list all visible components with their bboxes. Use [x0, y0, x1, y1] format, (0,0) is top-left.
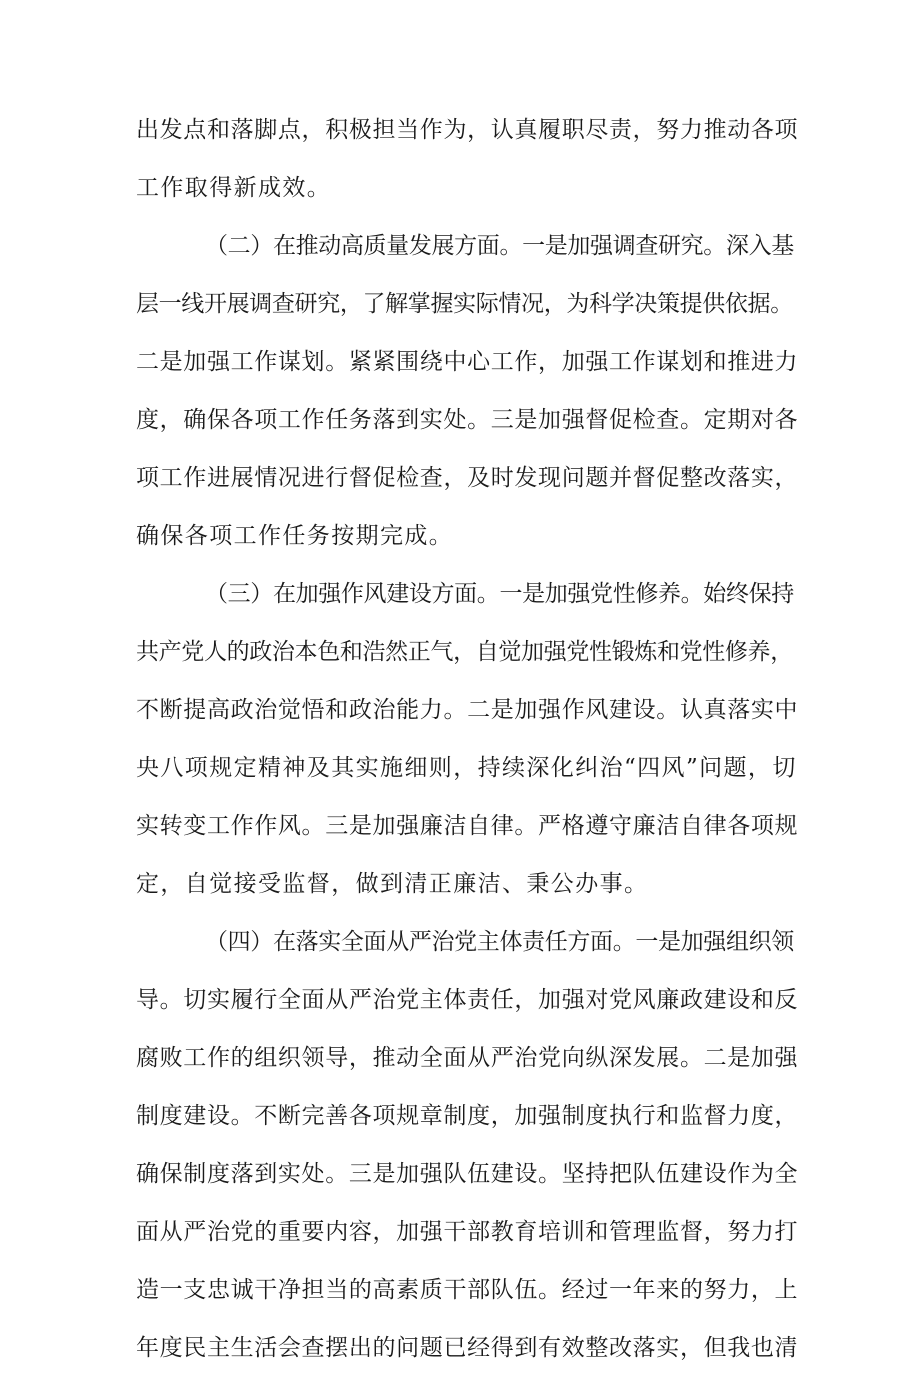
paragraph-start-line: （二）在推动高质量发展方面。一是加强调查研究。深入基 — [205, 233, 794, 259]
text-line: 央八项规定精神及其实施细则，持续深化纠治“四风”问题，切 — [136, 755, 797, 781]
text-line: 共产党人的政治本色和浩然正气，自觉加强党性锻炼和党性修养， — [136, 639, 793, 665]
text-line: 造一支忠诚干净担当的高素质干部队伍。经过一年来的努力，上 — [136, 1277, 799, 1303]
text-line: 腐败工作的组织领导，推动全面从严治党向纵深发展。二是加强 — [136, 1045, 799, 1071]
text-line: 出发点和落脚点，积极担当作为，认真履职尽责，努力推动各项 — [136, 117, 799, 143]
text-line: 工作取得新成效。 — [136, 175, 332, 201]
text-line: 项工作进展情况进行督促检查，及时发现问题并督促整改落实， — [136, 465, 799, 491]
text-line: 导。切实履行全面从严治党主体责任，加强对党风廉政建设和反 — [136, 987, 799, 1013]
text-line: 层一线开展调查研究，了解掌握实际情况，为科学决策提供依据。 — [136, 291, 793, 317]
paragraph-start-line: （三）在加强作风建设方面。一是加强党性修养。始终保持 — [205, 581, 794, 607]
paragraph-start-line: （四）在落实全面从严治党主体责任方面。一是加强组织领 — [205, 929, 794, 955]
text-line: 实转变工作作风。三是加强廉洁自律。严格遵守廉洁自律各项规 — [136, 813, 799, 839]
text-line: 确保各项工作任务按期完成。 — [136, 523, 454, 549]
text-line: 定，自觉接受监督，做到清正廉洁、秉公办事。 — [136, 871, 649, 897]
text-line: 制度建设。不断完善各项规章制度，加强制度执行和监督力度， — [136, 1103, 799, 1129]
text-line: 年度民主生活会查摆出的问题已经得到有效整改落实，但我也清 — [136, 1335, 799, 1361]
text-line: 不断提高政治觉悟和政治能力。二是加强作风建设。认真落实中 — [136, 697, 799, 723]
text-line: 二是加强工作谋划。紧紧围绕中心工作，加强工作谋划和推进力 — [136, 349, 799, 375]
text-line: 面从严治党的重要内容，加强干部教育培训和管理监督，努力打 — [136, 1219, 799, 1245]
document-body — [136, 101, 799, 1377]
text-line: 度，确保各项工作任务落到实处。三是加强督促检查。定期对各 — [136, 407, 799, 433]
text-line: 确保制度落到实处。三是加强队伍建设。坚持把队伍建设作为全 — [136, 1161, 799, 1187]
